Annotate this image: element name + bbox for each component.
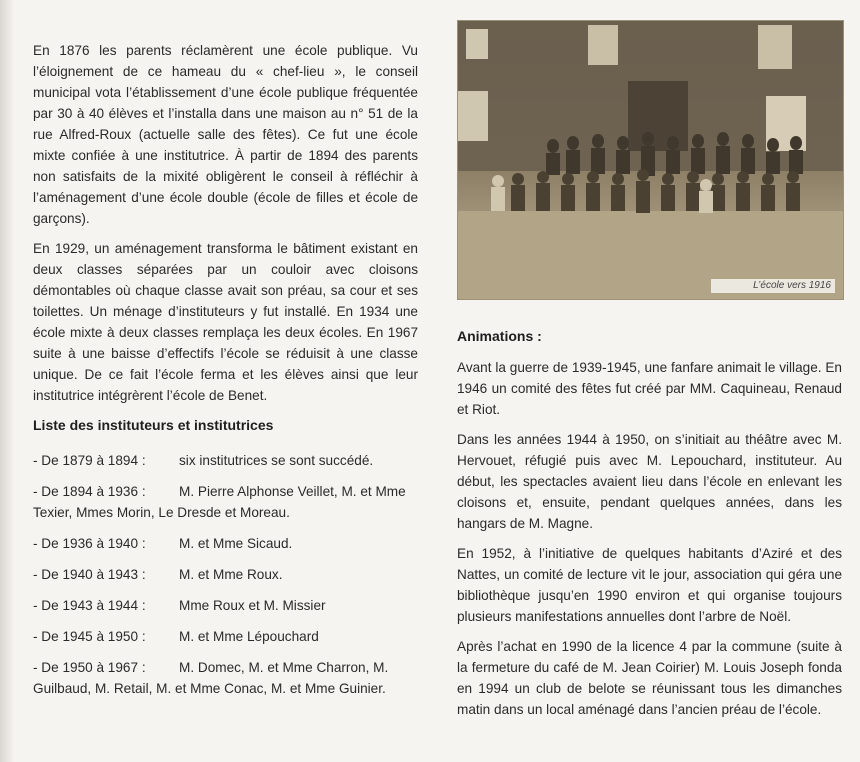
animations-paragraph-1: Avant la guerre de 1939-1945, une fanfare animait le village. En 1946 un comité des fêtes fut créé par MM. Caquineau, Renaud et Riot. — [457, 360, 842, 417]
school-photo-image — [458, 21, 843, 299]
page-gutter-shadow — [0, 0, 14, 762]
teacher-period: - De 1894 à 1936 : — [33, 484, 146, 499]
animations-paragraph-2: Dans les années 1944 à 1950, on s’initiait au théâtre avec M. Hervouet, réfugié puis avec M. Lepouchard, instituteur. Au début, les spectacles avaient lieu dans l’école en enlevant les cloisons et, ensuite, pendant quelques années, dans les hangars de M. Magne. — [457, 432, 842, 531]
teacher-list-item — [33, 626, 418, 647]
teacher-period: - De 1950 à 1967 : — [33, 660, 146, 675]
teacher-period: - De 1936 à 1940 : — [33, 536, 146, 551]
teacher-names: M. et Mme Lépouchard — [179, 629, 319, 644]
animations-paragraph-3: En 1952, à l’initiative de quelques habitants d’Aziré et des Nattes, un comité de lecture vit le jour, association qui géra une bibliothèque jusqu’en 1990 environ et qui organise toujours plusieurs manifestations annuelles dont l’arbre de Noël. — [457, 546, 842, 624]
teacher-period: - De 1879 à 1894 : — [33, 453, 146, 468]
teacher-list-item — [33, 595, 418, 616]
teachers-list — [33, 450, 418, 699]
teacher-list-item — [33, 450, 418, 471]
teacher-names: M. et Mme Roux. — [179, 567, 283, 582]
teacher-list-item — [33, 564, 418, 585]
animations-title: Animations : — [457, 328, 542, 344]
school-photo — [457, 20, 844, 300]
teacher-names: six institutrices se sont succédé. — [179, 453, 374, 468]
teachers-list-title: Liste des instituteurs et institutrices — [33, 417, 274, 433]
history-paragraph-1: En 1876 les parents réclamèrent une école publique. Vu l’éloignement de ce hameau du « chef-lieu », le conseil municipal vota l’établissement d’une école publique fréquentée par 30 à 40 élèves et l’installa dans une maison au n° 51 de la rue Alfred-Roux (actuelle salle des fêtes). Ce fut une école mixte confiée à une institutrice. À partir de 1894 des parents non satisfaits de la mixité obligèrent le conseil à réfléchir à l’aménagement d’une école double (école de filles et école de garçons). — [33, 43, 418, 226]
animations-paragraph-4: Après l’achat en 1990 de la licence 4 par la commune (suite à la fermeture du café de M. Jean Coirier) M. Louis Joseph fonda en 1994 un club de belote se réunissant tous les dimanches matin dans un local aménagé dans l’ancien préau de l’école. — [457, 639, 842, 717]
teacher-list-item — [33, 657, 418, 699]
teacher-period: - De 1945 à 1950 : — [33, 629, 146, 644]
teacher-period: - De 1943 à 1944 : — [33, 598, 146, 613]
teacher-names: M. Pierre Alphonse Veillet, M. et Mme Texier, Mmes Morin, Le Dresde et Moreau. — [33, 484, 406, 520]
right-column — [457, 20, 842, 729]
teacher-list-item — [33, 481, 418, 523]
left-column — [33, 40, 418, 709]
teacher-period: - De 1940 à 1943 : — [33, 567, 146, 582]
history-paragraph-2: En 1929, un aménagement transforma le bâtiment existant en deux classes séparées par un couloir avec cloisons démontables où chaque classe avait son préau, sa cour et ses toilettes. Un ménage d’instituteurs y fut installé. En 1934 une école mixte à deux classes remplaça les deux écoles. En 1967 suite à une baisse d’effectifs l’école se réduisit à une classe unique. De ce fait l’école ferma et les élèves ainsi que leur institutrice intégrèrent l’école de Benet. — [33, 241, 418, 403]
teacher-names: M. Domec, M. et Mme Charron, M. Guilbaud, M. Retail, M. et Mme Conac, M. et Mme Guinier. — [33, 660, 389, 696]
teacher-list-item — [33, 533, 418, 554]
teacher-names: M. et Mme Sicaud. — [179, 536, 293, 551]
teacher-names: Mme Roux et M. Missier — [179, 598, 326, 613]
photo-caption: L’école vers 1916 — [711, 279, 835, 293]
